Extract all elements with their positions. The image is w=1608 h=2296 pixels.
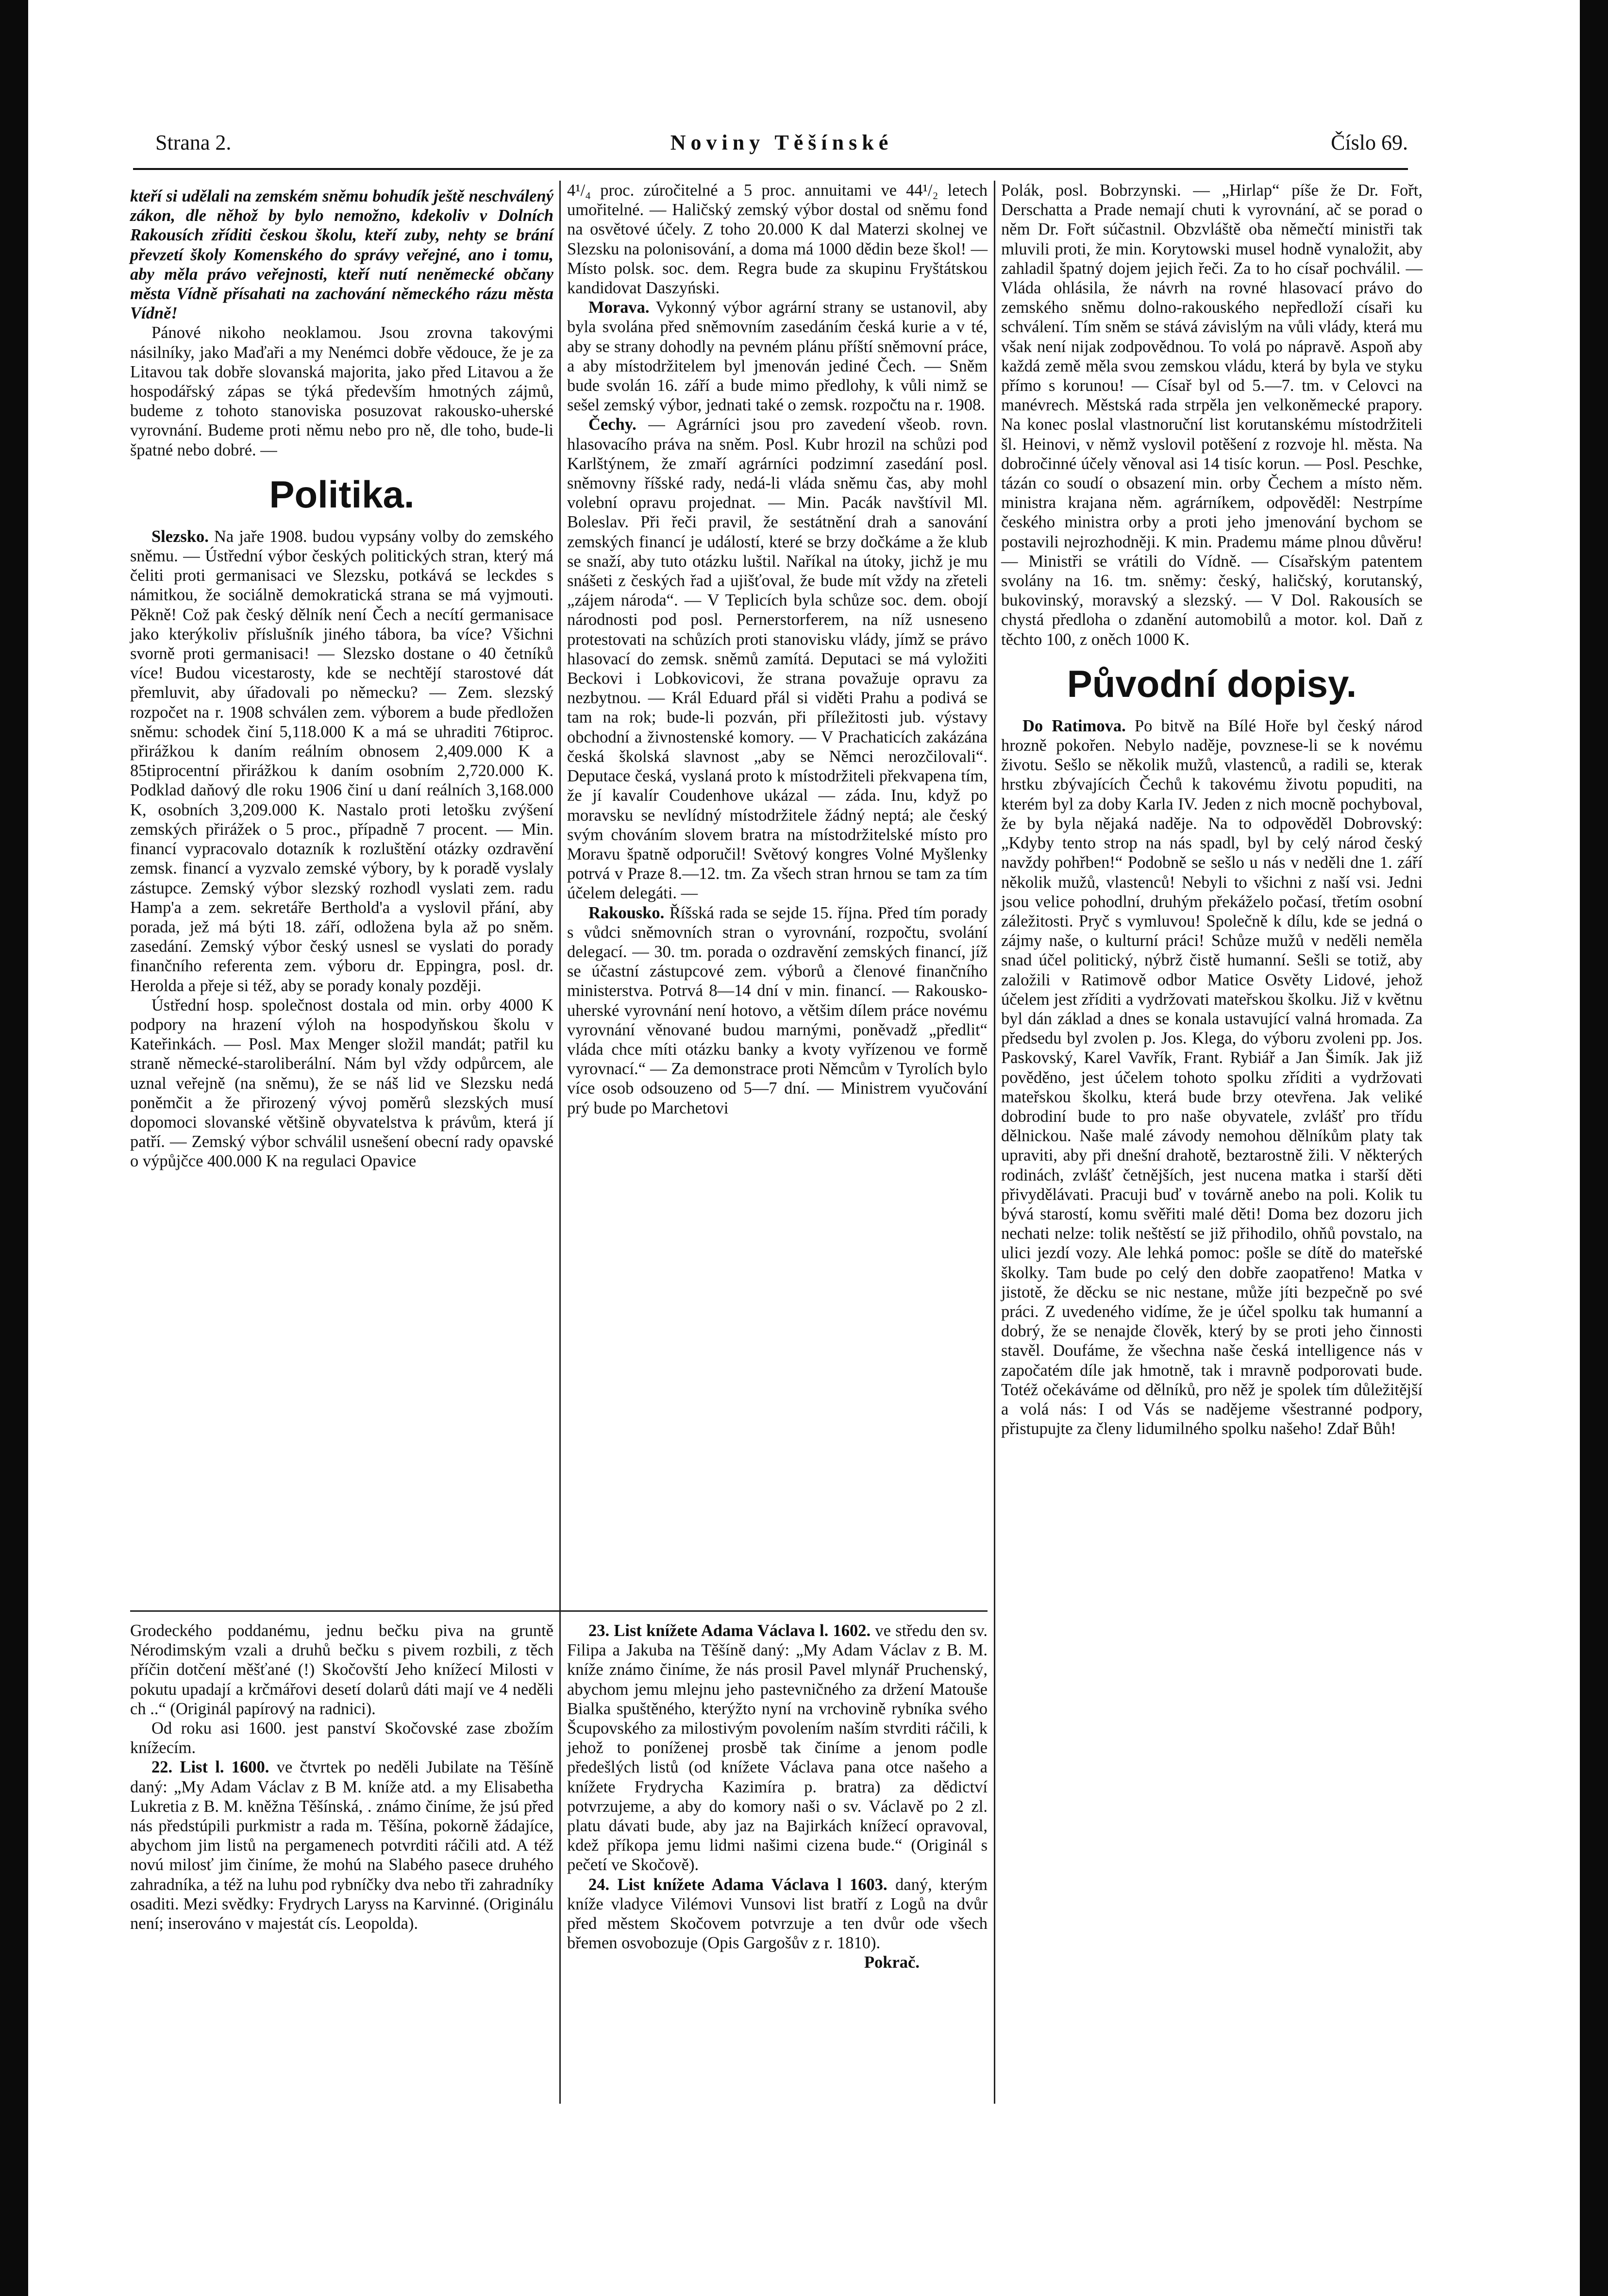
region-lead: Čechy. xyxy=(588,415,636,434)
column-divider xyxy=(994,181,995,2104)
paragraph: Polák, posl. Bobrzynski. — „Hirlap“ píše že Dr. Fořt, Derschatta a Prade nemají chuti k vyrovnání, ač se porad o něm Dr. Fořt súčastnil. Obzvláště oba němečtí ministři tak mluvili proti, že min. Korytowski musel hodně vynaložit, aby zahladil špatný dojem jejich řeči. Za to ho císař pochválil. — Vláda ohlásila, že návrh na rovné hlasovací právo do zemského sněmu dolno-rakouského nepředloží císaři ku schválení. Tím sněm se stává závislým na vůli vlády, která mu však není nijak zodpovědnou. To volá po nápravě. Aspoň aby každá země měla svou zemskou vládu, která by byla ve styku přímo s korunou! — Císař byl od 5.—7. tm. v Celovci na manévrech. Městská rada strpěla jen velkoněmecké prapory. Na konec poslal vlastnoruční list korutanskému místodržiteli šl. Heinovi, v němž vyslovil potěšení z rozvoje hl. města. Na dobročinné účely věnoval asi 14 tisíc korun. — Posl. Peschke, tázán co soudí o obsazení min. orby Čechem a místo něm. ministra krajana něm. agrárníkem, odpověděl: Nestrpíme českého ministra orby a proti jeho jmenování bychom se postavili nejrozhodněji. K min. Prademu máme plnou důvěru! — Ministři se vrátili do Vídně. — Císařským patentem svolány na 16. tm. sněmy: český, haličský, korutanský, bukovinský, moravský a slezský. — V Dol. Rakousích se chystá předloha o zdanění automobilů a motor. kol. Daň z těchto 100, z oněch 1000 K. xyxy=(1001,181,1423,649)
section-heading-politika: Politika. xyxy=(269,473,415,516)
issue-number: Číslo 69. xyxy=(1331,131,1408,154)
region-lead: Rakousko. xyxy=(588,903,665,922)
paragraph-morava: Morava. Vykonný výbor agrární strany se ustanovil, aby byla svolána před sněmovním zasedáním česká kurie a v té, aby se strany dohodly na pevném plánu příští sněmovní práce, a aby místodržitelem byl jmenován jediné Čech. — Sněm bude svolán 16. září a bude mimo předlohy, k vůli nimž se sešel zemský výbor, jednati také o zemsk. rozpočtu na r. 1908. xyxy=(567,298,988,415)
paragraph: Od roku asi 1600. jest panství Skočovské zase zbožím knížecím. xyxy=(130,1719,553,1757)
column-2-lower xyxy=(567,1621,988,2116)
column-1 xyxy=(130,186,553,1590)
place-lead: Do Ratimova. xyxy=(1022,716,1126,735)
document-lead: 22. List l. 1600. xyxy=(151,1758,269,1777)
paragraph: 4¹/₄ proc. zúročitelné a 5 proc. annuitami ve 44¹/₂ letech umořitelné. — Haličský zemský výbor dostal od sněmu fond na osvětové účely. Z toho 20.000 K dal Materzi skolnej ve Slezsku na polonisování, a doma má 1000 dědin beze škol! — Místo polsk. soc. dem. Regra bude za skupinu Fryštátskou kandidovat Daszyński. xyxy=(567,181,988,298)
section-heading-puvodni-dopisy: Původní dopisy. xyxy=(1067,662,1357,705)
paragraph: Pánové nikoho neoklamou. Jsou zrovna takovými násilníky, jako Maďaři a my Nenémci dobře vědouce, že je za Litavou tak dobře slovanská majorita, jako před Litavou a že hospodářský zápas se týká především hmotných zájmů, budeme z tohoto stanoviska posuzovat rakousko-uherské vyrovnání. Budeme proti němu nebo pro ně, dle toho, bude-li špatné nebo dobré. — xyxy=(130,323,553,459)
page-header xyxy=(155,130,1408,159)
scan-border-right xyxy=(1580,0,1608,2296)
column-3 xyxy=(1001,181,1423,2084)
page-label: Strana 2. xyxy=(155,131,232,154)
document-lead: 24. List knížete Adama Václava l 1603. xyxy=(588,1875,888,1894)
paragraph-list-24: 24. List knížete Adama Václava l 1603. daný, kterým kníže vladyce Vilémovi Vunsovi list bratří z Logů na dvůr před městem Skočovem potvrzuje a ten dvůr ode všech břemen osvobozuje (Opis Gargošův z r. 1810). xyxy=(567,1875,988,1953)
column-2 xyxy=(567,181,988,1613)
continued-note: Pokrač. xyxy=(864,1953,920,1972)
region-lead: Morava. xyxy=(588,298,650,317)
paragraph-list-22: 22. List l. 1600. ve čtvrtek po neděli Jubilate na Těšíně daný: „My Adam Václav z B M. kníže atd. a my Elisabetha Lukretia z B. M. kněžna Těšínská, . známo činíme, že jsú před nás předstúpili purkmistr a rada m. Těšína, pokorně žádajíce, abychom jim listů na pergamenech potvrditi ráčili atd. A též novú milosť jim činíme, že mohú na Slabého pasece druhého zahradníka, a též na luhu pod rybníčky dva nebo tři zahradníky osaditi. Mezi svědky: Frydrych Laryss na Karvinné. (Originálu není; inserováno v majestát cís. Leopolda). xyxy=(130,1758,553,1933)
paragraph-slezsko: Slezsko. Na jaře 1908. budou vypsány volby do zemského sněmu. — Ústřední výbor českých politických stran, který má čeliti proti germanisaci ve Slezsku, potkává se leckdes s námitkou, že sociálně demokratická strana se má vyjmouti. Pěkně! Což pak český dělník není Čech a necítí germanisace jako kterýkoliv příslušník jiného tábora, ba více? Všichni svorně proti germanisaci! — Slezsko dostane o 40 četníků více! Budou vicestarosty, kde se nechtějí starostové dát přemluvit, aby úřadovali po německu? — Zem. slezský rozpočet na r. 1908 schválen zem. výborem a bude předložen sněmu: schodek činí 5,118.000 K a má se uhraditi 76tiproc. přirážkou k daním reálním obnosem 2,409.000 K a 85tiprocentní přirážkou k daním osobním 2,720.000 K. Podklad daňový dle roku 1906 činí u daní reálních 3,168.000 K, osobních 3,209.000 K. Nastalo proti letošku zvýšení zemských přirážek o 5 proc., případně 7 procent. — Min. financí vypracovalo dotazník k rozluštění otázky ozdravění zemsk. financí a vyzvalo zemské výbory, by k poradě vyslaly zástupce. Zemský výbor slezský rozhodl vyslati zem. radu Hamp'a a zem. sekretáře Berthold'a a vyslovil přání, aby porada, jež má býti 18. září, odložena byla až po sněm. zasedání. Zemský výbor český usnesl se vyslati do porady finančního referenta zem. výboru dr. Eppingra, posl. dr. Herolda a přeje si též, aby se porady konaly později. xyxy=(130,527,554,995)
masthead-title: Noviny Těšínské xyxy=(670,131,893,154)
scan-border-left xyxy=(0,0,28,2296)
paragraph-list-23: 23. List knížete Adama Václava l. 1602. ve středu den sv. Filipa a Jakuba na Těšíně daný: „My Adam Václav z B. M. kníže známo činíme, že nás prosil Pavel mlynář Pruchenský, abychom jemu mlejnu jeho pastevničného za držení Matouše Bialka spuštěného, kterýžto nyní na vrchovině rybníka svého Šcupovského za milostivým povolením naším stvrditi ráčili, k jehož to poníženej prosbě tak činíme a jenom podle předešlých listů (od knížete Václava pana otce našeho a knížete Frydrycha Kazimíra p. bratra) za dědictví potvrzujeme, a aby do komory naši o sv. Václavě po 2 zl. platu dávati bude, aby jaz na Bajirkách knížecí opravoval, kdež příkopa jemu lidmi našimi cizena bude.“ (Originál s pečetí ve Skočově). xyxy=(567,1621,988,1874)
document-lead: 23. List knížete Adama Václava l. 1602. xyxy=(588,1621,871,1640)
paragraph-cechy: Čechy. — Agrárníci jsou pro zavedení všeob. rovn. hlasovacího práva na sněm. Posl. Kubr hrozil na schůzi pod Karlštýnem, že zmaří agrárníci podzimní zasedání posl. sněmovny říšské rady, nedá-li vláda sněmu čas, aby mohl volební opravu projednat. — Min. Pacák navštívil Ml. Boleslav. Při řeči pravil, že sestátnění drah a sanování zemských financí je událostí, které se brzy dočkáme a že klub se snaží, aby tuto otázku luštil. Naříkal na útoky, jichž je mu snášeti z českých řad a ujišťoval, že bude mít vždy na zřeteli „zájem národa“. — V Teplicích byla schůze soc. dem. obojí národnosti pod posl. Pernerstorferem, na níž usneseno protestovati na schůzích proti stanovisku vlády, jímž se právo hlasovací do zemsk. sněmů zamítá. Deputaci se má vyložiti Beckovi i Lobkovicovi, že strana považuje opravu za nezbytnou. — Král Eduard přál si viděti Prahu a podivá se tam na rok; bude-li pozván, při příležitosti jub. výstavy obchodní a živnostenské komory. — V Prachaticích zakázána česká školská slavnost „aby se Němci nerozčilovali“. Deputace česká, vyslaná proto k místodržiteli překvapena tím, že jí kavalír Coudenhove ukázal — záda. Inu, když po moravsku se nevlídný místodržitele žádný neptá; ale český svým chováním slovem bratra na místodržitelské místo pro Moravu špatně odporučil! Světový kongres Volné Myšlenky potrvá v Praze 8.—12. tm. Za všech stran hrnou se tam za tím účelem delegáti. — xyxy=(567,415,988,903)
paragraph: Ústřední hosp. společnost dostala od min. orby 4000 K podpory na hrazení výloh na hospodyňskou školu v Kateřinkách. — Posl. Max Menger složil mandát; patřil ku straně německé-staroliberální. Nám byl vždy odpůrcem, ale uznal veřejně (na sněmu), že se náš lid ve Slezsku nedá poněmčit a že přirozený vývoj poměrů slezských musí dopomoci slovanské většině obyvatelstva k právům, která jí patří. — Zemský výbor schválil usnešení obecní rady opavské o výpůjčce 400.000 K na regulaci Opavice xyxy=(130,996,553,1171)
column-divider xyxy=(559,181,561,2104)
column-1-lower xyxy=(130,1621,553,2097)
feuilleton-divider xyxy=(130,1610,988,1612)
header-rule xyxy=(133,168,1408,170)
paragraph-ratimov: Do Ratimova. Po bitvě na Bílé Hoře byl český národ hrozně pokořen. Nebylo naděje, povznese-li se k novému životu. Sešlo se několik mužů, vlastenců, a radili se, kterak hrstku zbývajících Čechů k takovému životu popuditi, na kterém byl za doby Karla IV. Jeden z nich mocně pochyboval, že by byla nějaká naděje. Na to odpověděl Dobrovský: „Kdyby tento strop na nás spadl, byl by celý národ český navždy pohřben!“ Podobně se sešlo u nás v neděli dne 1. září několik mužů, vlastenců! Nebyli to všichni z naší vsi. Jedni jsou velice pohodlní, druhým překáželo počasí, třetím osobní záležitosti. Pryč s vymluvou! Společně k dílu, kde se jedná o zájmy naše, o kulturní práci! Schůze mužů v neděli neměla snad účel politický, nýbrž čistě humanní. Sešli se totiž, aby založili v Ratimově odbor Matice Osvěty Lidové, jehož účelem jest zříditi a vydržovati mateřskou školku. Již v květnu byl dán základ a dnes se konala ustavující valná hromada. Za předsedu byl zvolen p. Jos. Klega, do výboru zvoleni pp. Jos. Paskovský, Karel Vavřík, Frant. Rybiář a Jan Šimík. Jak již pověděno, jest účelem tohoto spolku zříditi a vydržovati mateřskou školku, která bude brzy otevřena. Jak veliké dobrodiní bude to pro naše obyvatele, zvlášť pro třídu dělnickou. Naše malé závody nemohou dělníkům platy tak upraviti, aby při dnešní drahotě, beztarostně žili. V některých rodinách, zvlášť četnějších, jest nucena matka i starší děti přivydělávati. Pracuji buď v továrně anebo na poli. Kolik tu bývá starostí, komu svěřiti malé děti! Doma bez dozoru jich nechati nelze: tolik neštěstí se již přihodilo, ohňů povstalo, na ulici jezdí vozy. Ale lehká pomoc: pošle se dítě do mateřské školky. Tam bude po celý den dobře zaopatřeno! Matka v jistotě, že děcku se nic nestane, může jíti bezpečně po své práci. Z uvedeného vidíme, že je účel spolku tak humanní a dobrý, že se nenajde člověk, který by se proti jeho činnosti stavěl. Doufáme, že všechna naše česká intelligence nás v započatém díle jak hmotně, tak i mravně podporovati bude. Totéž očekáváme od dělníků, pro něž je spolek tím důležitější a volá nás: I od Vás se nadějeme všestranné podpory, přistupujte za členy lidumilného spolku našeho! Zdař Bůh! xyxy=(1001,716,1423,1438)
paragraph: Grodeckého poddanému, jednu bečku piva na gruntě Nérodimským vzali a druhů bečku s pivem rozbili, z těch příčin dotčení měšťané (!) Skočovští Jeho knížecí Milosti v pokutu upadají a krčmářovi desetí dolarů dáti mají ve 4 neděli ch ..“ (Originál papírový na radnici). xyxy=(130,1621,553,1718)
opening-paragraph: kteří si udělali na zemském sněmu bohudík ještě neschválený zákon, dle něhož by bylo nemožno, kdekoliv v Dolních Rakousích zříditi českou školu, kteří zuby, nehty se brání převzetí školy Komenského do správy veřejné, ano i tomu, aby měla právo veřejnosti, kteří nutí neněmecké občany města Vídně přísahati na zachování německého rázu města Vídně! xyxy=(130,187,553,323)
paragraph-rakousko: Rakousko. Říšská rada se sejde 15. října. Před tím porady s vůdci sněmovních stran o vyrovnání, rozpočtu, svolání delegací. — 30. tm. porada o ozdravění zemských financí, jíž se účastní zástupcové zem. výborů a členové finančního ministerstva. Potrvá 8—14 dní v min. financí. — Rakousko-uherské vyrovnání není hotovo, a většim dílem práce novému vyrovnání věnované budou marnými, poněvadž „předlit“ vláda chce míti otázku banky a kvoty vyřízenou ve formě vyrovnací.“ — Za demonstrace proti Němcům v Tyrolích bylo více osob odsouzeno od 5—7 dní. — Ministrem vyučování prý bude po Marchetovi xyxy=(567,903,988,1117)
region-lead: Slezsko. xyxy=(151,527,209,546)
